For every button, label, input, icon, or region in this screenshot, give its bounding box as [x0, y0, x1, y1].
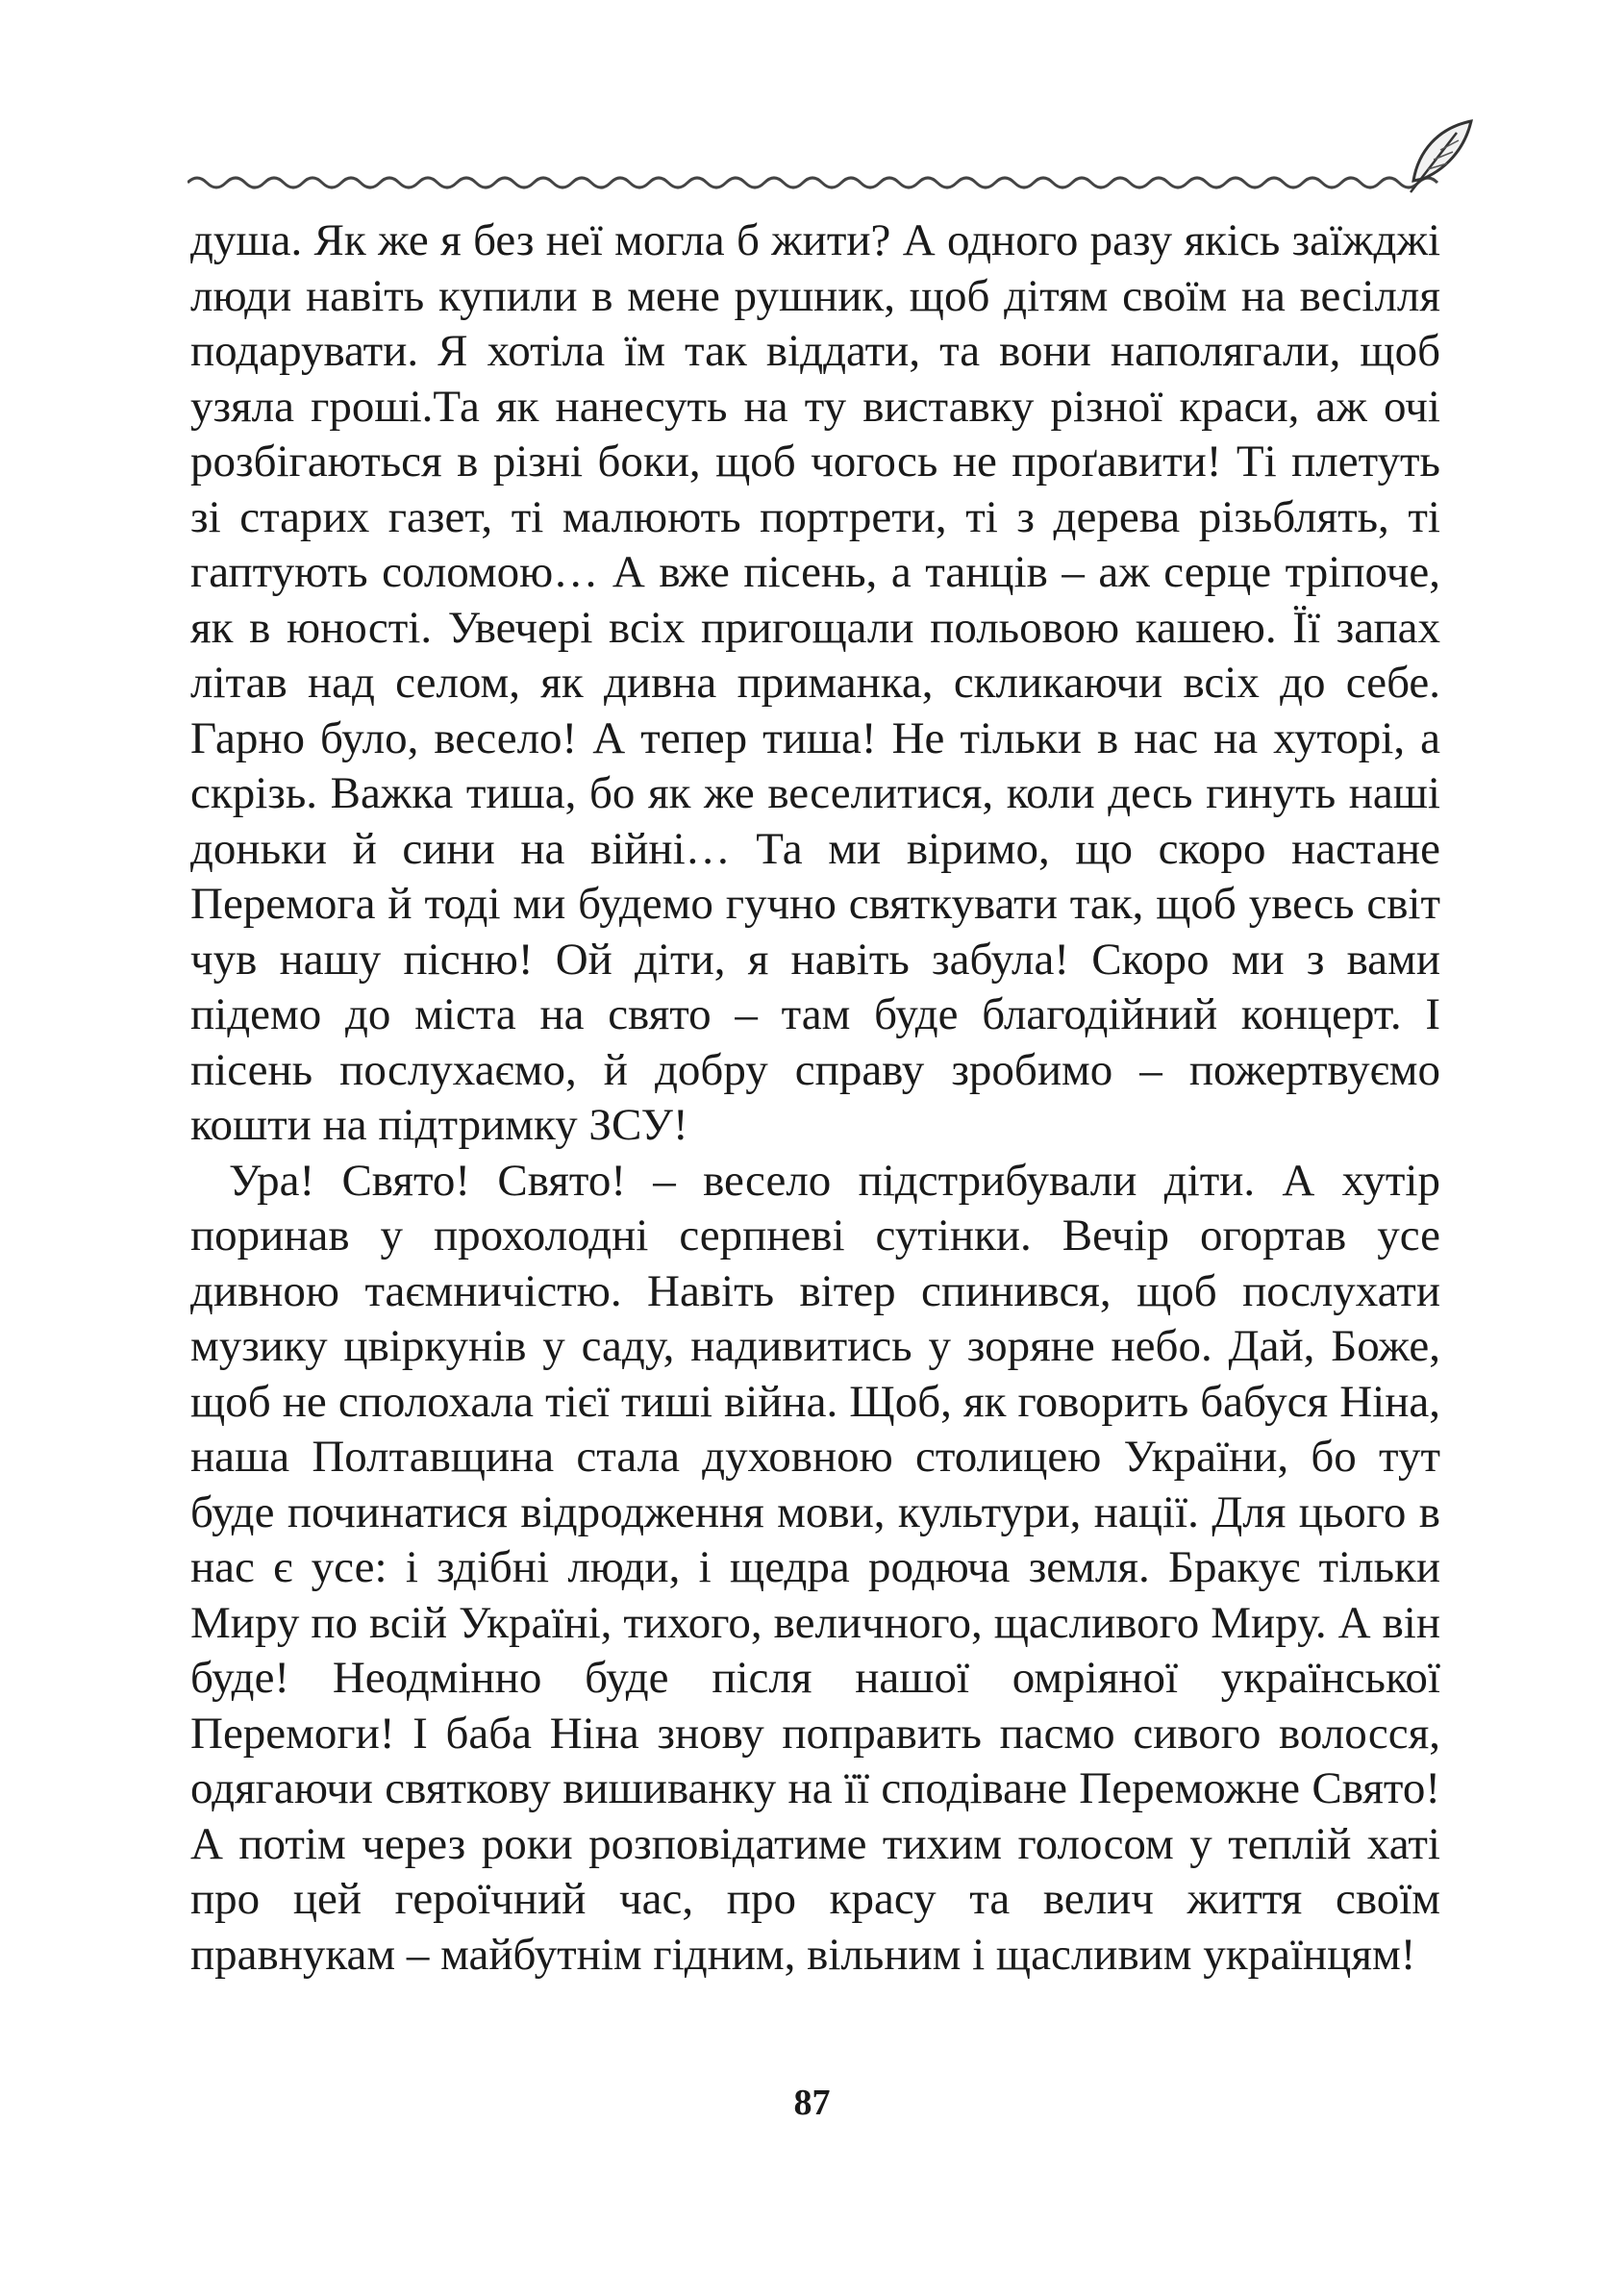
- wavy-line-with-quill-icon: [187, 113, 1476, 210]
- paragraph: Ура! Свято! Свято! – весело підстрибували діти. А хутір поринав у прохолодні серпневі сутінки. Вечір огортав усе дивною таємничістю. Навіть вітер спинився, щоб послухати музику цвіркунів у саду, надивитись у зоряне небо. Дай, Боже, щоб не сполохала тієї тиші війна. Щоб, як говорить бабуся Ніна, наша Полтавщина стала духовною столицею України, бо тут буде починатися відродження мови, культури, нації. Для цього в нас є усе: і здібні люди, і щедра родюча земля. Бракує тільки Миру по всій Україні, тихого, величного, щасливого Миру. А він буде! Неодмінно буде після нашої омріяної української Перемоги! І баба Ніна знову поправить пасмо сивого волосся, одягаючи святкову вишиванку на її сподіване Переможне Свято! А потім через роки розповідатиме тихим голосом у теплій хаті про цей героїчний час, про красу та велич життя своїм правнукам – майбутнім гідним, вільним і щасливим українцям!: [190, 1155, 1440, 1980]
- paragraph: душа. Як же я без неї могла б жити? А одного разу якісь заїжджі люди навіть купили в мене рушник, щоб дітям своїм на весілля подарувати. Я хотіла їм так віддати, та вони наполягали, щоб узяла гроші.Та як нанесуть на ту виставку різної краси, аж очі розбігаються в різні боки, щоб чогось не проґавити! Ті плетуть зі старих газет, ті малюють портрети, ті з дерева різьблять, ті гаптують соломою… А вже пісень, а танців – аж серце тріпоче, як в юності. Увечері всіх пригощали польовою кашею. Її запах літав над селом, як дивна приманка, скликаючи всіх до себе. Гарно було, весело! А тепер тиша! Не тільки в нас на хуторі, а скрізь. Важка тиша, бо як же веселитися, коли десь гинуть наші доньки й сини на війні… Та ми віримо, що скоро настане Перемога й тоді ми будемо гучно святкувати так, щоб увесь світ чув нашу пісню! Ой діти, я навіть забула! Скоро ми з вами підемо до міста на свято – там буде благодійний концерт. І пісень послухаємо, й добру справу зробимо – пожертвуємо кошти на підтримку ЗСУ!: [190, 215, 1440, 1150]
- quill-icon: [1411, 121, 1471, 192]
- body-text: [190, 213, 1440, 1983]
- page-number: 87: [793, 2083, 831, 2123]
